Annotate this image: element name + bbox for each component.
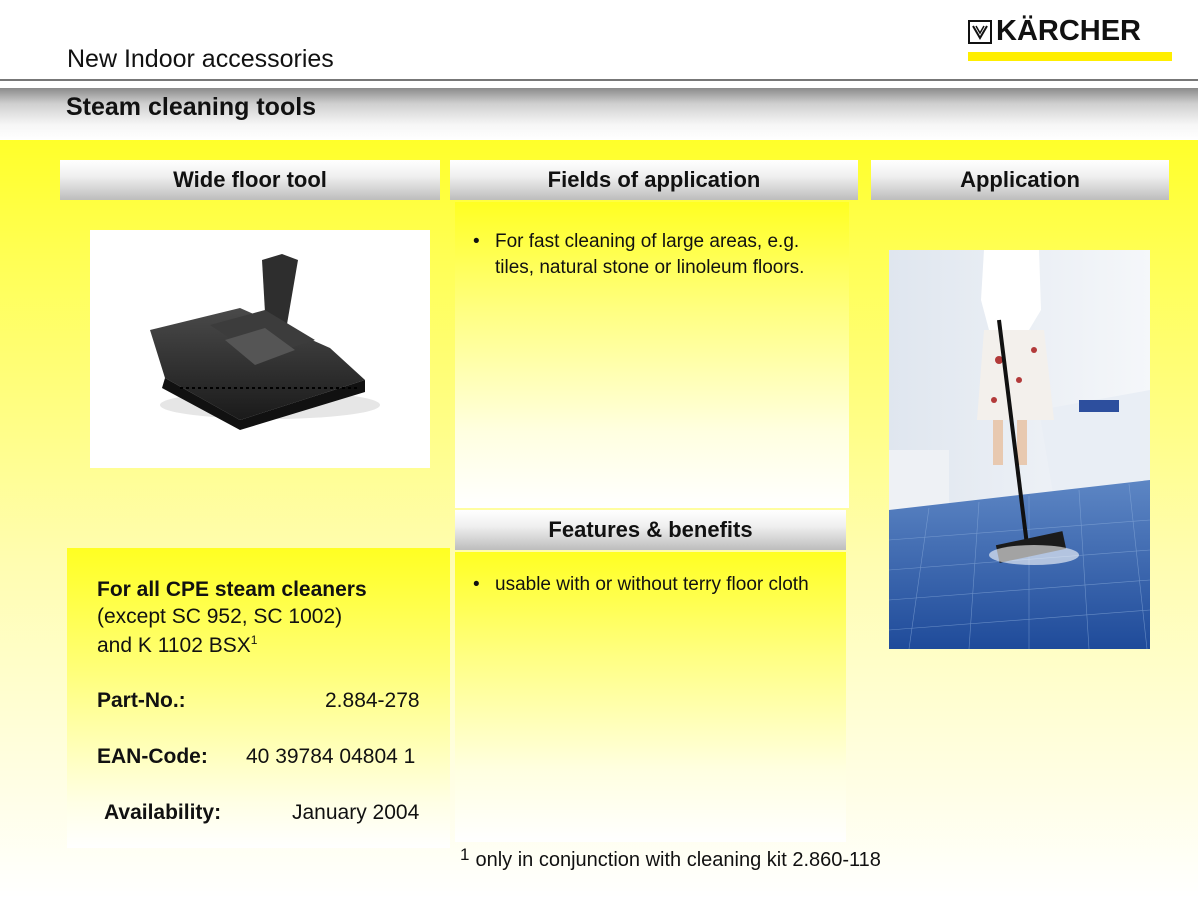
- compat-title: For all CPE steam cleaners: [97, 578, 367, 601]
- logo-yellow-bar: [968, 52, 1172, 61]
- karcher-logo: [968, 15, 1172, 62]
- product-image: [90, 230, 430, 468]
- features-heading: Features & benefits: [455, 510, 846, 550]
- slide-subtitle: New Indoor accessories: [67, 45, 334, 73]
- application-heading: Application: [871, 160, 1169, 200]
- slide-title: Steam cleaning tools: [66, 93, 317, 121]
- compat-exceptions: (except SC 952, SC 1002): [97, 605, 343, 628]
- application-image: [889, 250, 1150, 649]
- product-info-box: [67, 548, 450, 848]
- features-bullet: • usable with or without terry floor cloth: [473, 572, 838, 598]
- logo-emblem-icon: [968, 20, 992, 44]
- footnote-text: only in conjunction with cleaning kit 2.860-118: [475, 849, 881, 871]
- part-no-value: 2.884-278: [325, 689, 420, 712]
- header-divider: [0, 79, 1198, 81]
- ean-value: 40 39784 04804 1: [246, 745, 416, 768]
- fields-bullet: • For fast cleaning of large areas, e.g. tiles, natural stone or linoleum floors.: [473, 231, 805, 278]
- fields-heading: Fields of application: [450, 160, 858, 200]
- compat-models: and K 1102 BSX$^1$: [97, 633, 258, 657]
- availability-value: January 2004: [292, 801, 420, 824]
- bullet-icon: •: [473, 574, 480, 595]
- ean-label: EAN-Code:: [97, 745, 208, 768]
- product-heading: Wide floor tool: [60, 160, 440, 200]
- availability-label: Availability:: [104, 801, 222, 824]
- part-no-label: Part-No.:: [97, 689, 186, 712]
- logo-wordmark: KÄRCHER: [996, 15, 1141, 47]
- bullet-icon: •: [473, 231, 480, 252]
- footnote-number: 1: [460, 845, 470, 864]
- footnote: [460, 845, 881, 872]
